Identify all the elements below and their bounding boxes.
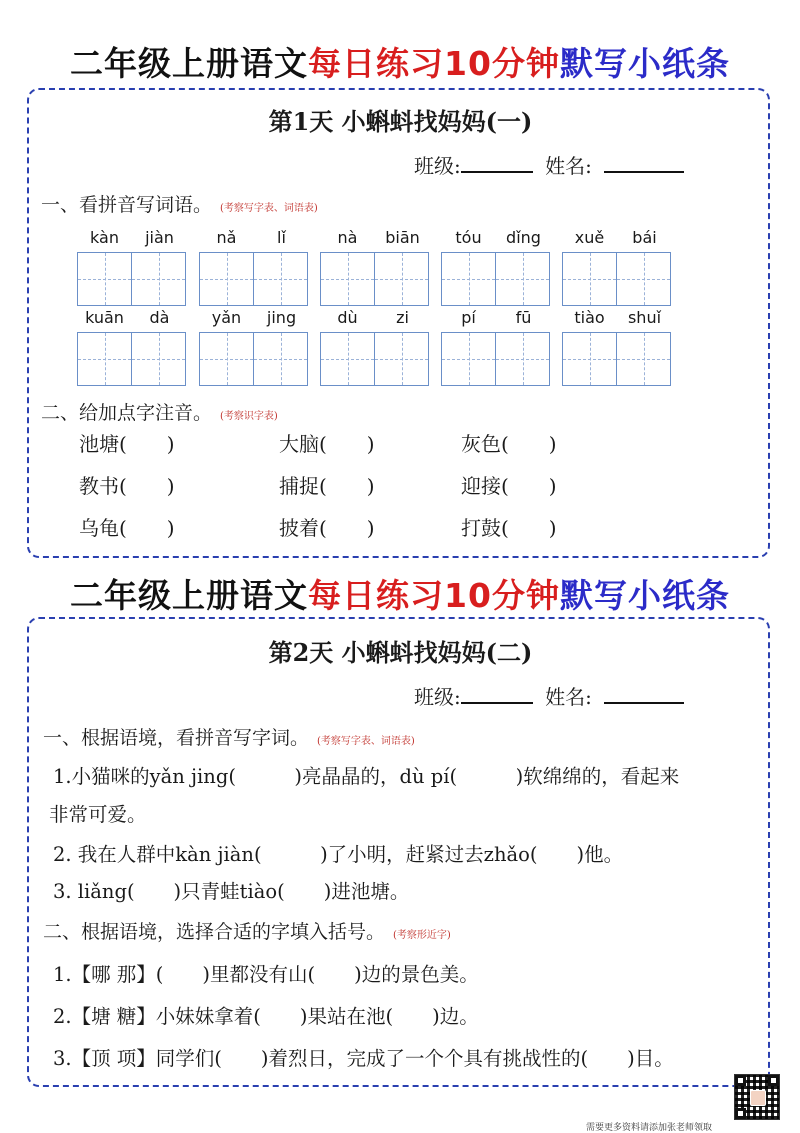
day1-title: 第1天 小蝌蚪找妈妈(一) (268, 107, 533, 136)
pinyin-syllable: shuǐ (627, 308, 662, 327)
class-label: 班级: (414, 685, 461, 709)
banner-part-daily: 每日练习10分钟 (308, 44, 560, 83)
pinyin-syllable: tiào (574, 308, 605, 327)
tianzige-cell[interactable] (617, 252, 671, 306)
tianzige-cell[interactable] (199, 332, 254, 386)
choice-line: 2.【塘 糖】小妹妹拿着( )果站在池( )边。 (53, 1005, 479, 1028)
pinyin-syllable: fū (515, 308, 532, 327)
banner-top (0, 38, 800, 85)
banner-part-daily: 每日练习10分钟 (308, 576, 560, 615)
pinyin-syllable: lǐ (277, 228, 286, 247)
writing-grid (199, 332, 309, 386)
writing-grid (441, 252, 551, 306)
tianzige-cell[interactable] (441, 332, 496, 386)
banner-part-dictation: 默写小纸条 (559, 576, 730, 615)
name-blank[interactable] (604, 682, 684, 704)
tianzige-cell[interactable] (562, 252, 617, 306)
pinyin-syllable: zi (396, 308, 409, 327)
writing-grid (562, 332, 672, 386)
writing-grid (77, 332, 187, 386)
section-note: (考察写字表、词语表) (220, 203, 318, 214)
day1-class-name-line (414, 150, 684, 179)
class-blank[interactable] (461, 151, 533, 173)
writing-grid (441, 332, 551, 386)
tianzige-cell[interactable] (617, 332, 671, 386)
name-label: 姓名: (545, 685, 592, 709)
tianzige-cell[interactable] (254, 332, 308, 386)
annotation-word: 迎接( ) (461, 474, 557, 498)
pinyin-syllable: nǎ (216, 228, 237, 247)
annotation-word: 灰色( ) (461, 432, 557, 456)
annotation-word: 披着( ) (279, 516, 375, 540)
annotation-word: 池塘( ) (79, 432, 175, 456)
tianzige-cell[interactable] (254, 252, 308, 306)
pinyin-row (77, 308, 187, 330)
name-blank[interactable] (604, 151, 684, 173)
context-line: 非常可爱。 (49, 803, 147, 826)
banner-part-grade: 二年级上册语文 (70, 576, 309, 615)
choice-line: 1.【哪 那】( )里都没有山( )边的景色美。 (53, 963, 479, 986)
annotation-word: 乌龟( ) (79, 516, 175, 540)
day2-title: 第2天 小蝌蚪找妈妈(二) (268, 638, 533, 667)
tianzige-cell[interactable] (496, 332, 550, 386)
pinyin-row (320, 308, 430, 330)
context-line: 2. 我在人群中kàn jiàn( )了小明，赶紧过去zhǎo( )他。 (53, 843, 624, 866)
class-blank[interactable] (461, 682, 533, 704)
choice-line: 3.【顶 项】同学们( )着烈日，完成了一个个具有挑战性的( )目。 (53, 1047, 674, 1070)
tianzige-cell[interactable] (441, 252, 496, 306)
pinyin-syllable: kàn (90, 228, 119, 247)
class-label: 班级: (414, 154, 461, 178)
writing-grid (320, 332, 430, 386)
pinyin-syllable: jiàn (145, 228, 174, 247)
pinyin-syllable: dù (337, 308, 358, 327)
writing-grid (77, 252, 187, 306)
banner-bottom (0, 570, 800, 617)
pinyin-syllable: tóu (455, 228, 482, 247)
pinyin-syllable: yǎn (211, 308, 242, 327)
writing-grid (562, 252, 672, 306)
section-title-text: 一、根据语境，看拼音写字词。 (43, 727, 310, 749)
section-note: (考察识字表) (220, 411, 278, 422)
writing-grid (320, 252, 430, 306)
pinyin-syllable: biān (385, 228, 420, 247)
tianzige-cell[interactable] (132, 332, 186, 386)
footer-note: 需要更多资料请添加张老师领取 (586, 1123, 713, 1133)
pinyin-syllable: nà (337, 228, 358, 247)
pinyin-syllable: xuě (574, 228, 605, 247)
tianzige-cell[interactable] (562, 332, 617, 386)
day2-section1-title (43, 723, 415, 750)
day1-section1-title (41, 190, 318, 217)
tianzige-cell[interactable] (77, 332, 132, 386)
banner-part-dictation: 默写小纸条 (559, 44, 730, 83)
day2-card (27, 617, 770, 1087)
tianzige-cell[interactable] (77, 252, 132, 306)
tianzige-cell[interactable] (375, 332, 429, 386)
tianzige-cell[interactable] (199, 252, 254, 306)
tianzige-cell[interactable] (320, 252, 375, 306)
tianzige-cell[interactable] (375, 252, 429, 306)
annotation-word: 打鼓( ) (461, 516, 557, 540)
annotation-word: 捕捉( ) (279, 474, 375, 498)
day1-card (27, 88, 770, 558)
pinyin-syllable: dà (149, 308, 170, 327)
pinyin-row (320, 228, 430, 250)
writing-grid (199, 252, 309, 306)
pinyin-row (562, 308, 672, 330)
section-title-text: 一、看拼音写词语。 (41, 194, 213, 216)
context-line: 3. liǎng( )只青蛙tiào( )进池塘。 (53, 880, 410, 903)
pinyin-row (199, 308, 309, 330)
name-label: 姓名: (545, 154, 592, 178)
pinyin-row (441, 228, 551, 250)
tianzige-cell[interactable] (132, 252, 186, 306)
pinyin-row (562, 228, 672, 250)
tianzige-cell[interactable] (496, 252, 550, 306)
section-note: (考察形近字) (393, 930, 451, 941)
context-line: 1.小猫咪的yǎn jing( )亮晶晶的，dù pí( )软绵绵的，看起来 (53, 765, 680, 788)
pinyin-syllable: jing (266, 308, 297, 327)
day1-section2-title (41, 398, 278, 425)
pinyin-syllable: pí (461, 308, 476, 327)
pinyin-syllable: bái (632, 228, 657, 247)
avatar (750, 1090, 766, 1106)
annotation-word: 教书( ) (79, 474, 175, 498)
section-note: (考察写字表、词语表) (317, 736, 415, 747)
banner-part-grade: 二年级上册语文 (70, 44, 309, 83)
pinyin-row (199, 228, 309, 250)
day2-class-name-line (414, 681, 684, 710)
qr-code (734, 1074, 780, 1120)
day2-section2-title (43, 917, 451, 944)
section-title-text: 二、给加点字注音。 (41, 402, 213, 424)
tianzige-cell[interactable] (320, 332, 375, 386)
annotation-word: 大脑( ) (279, 432, 375, 456)
pinyin-syllable: dǐng (506, 228, 541, 247)
pinyin-syllable: kuān (85, 308, 124, 327)
pinyin-row (77, 228, 187, 250)
pinyin-row (441, 308, 551, 330)
section-title-text: 二、根据语境，选择合适的字填入括号。 (43, 921, 386, 943)
